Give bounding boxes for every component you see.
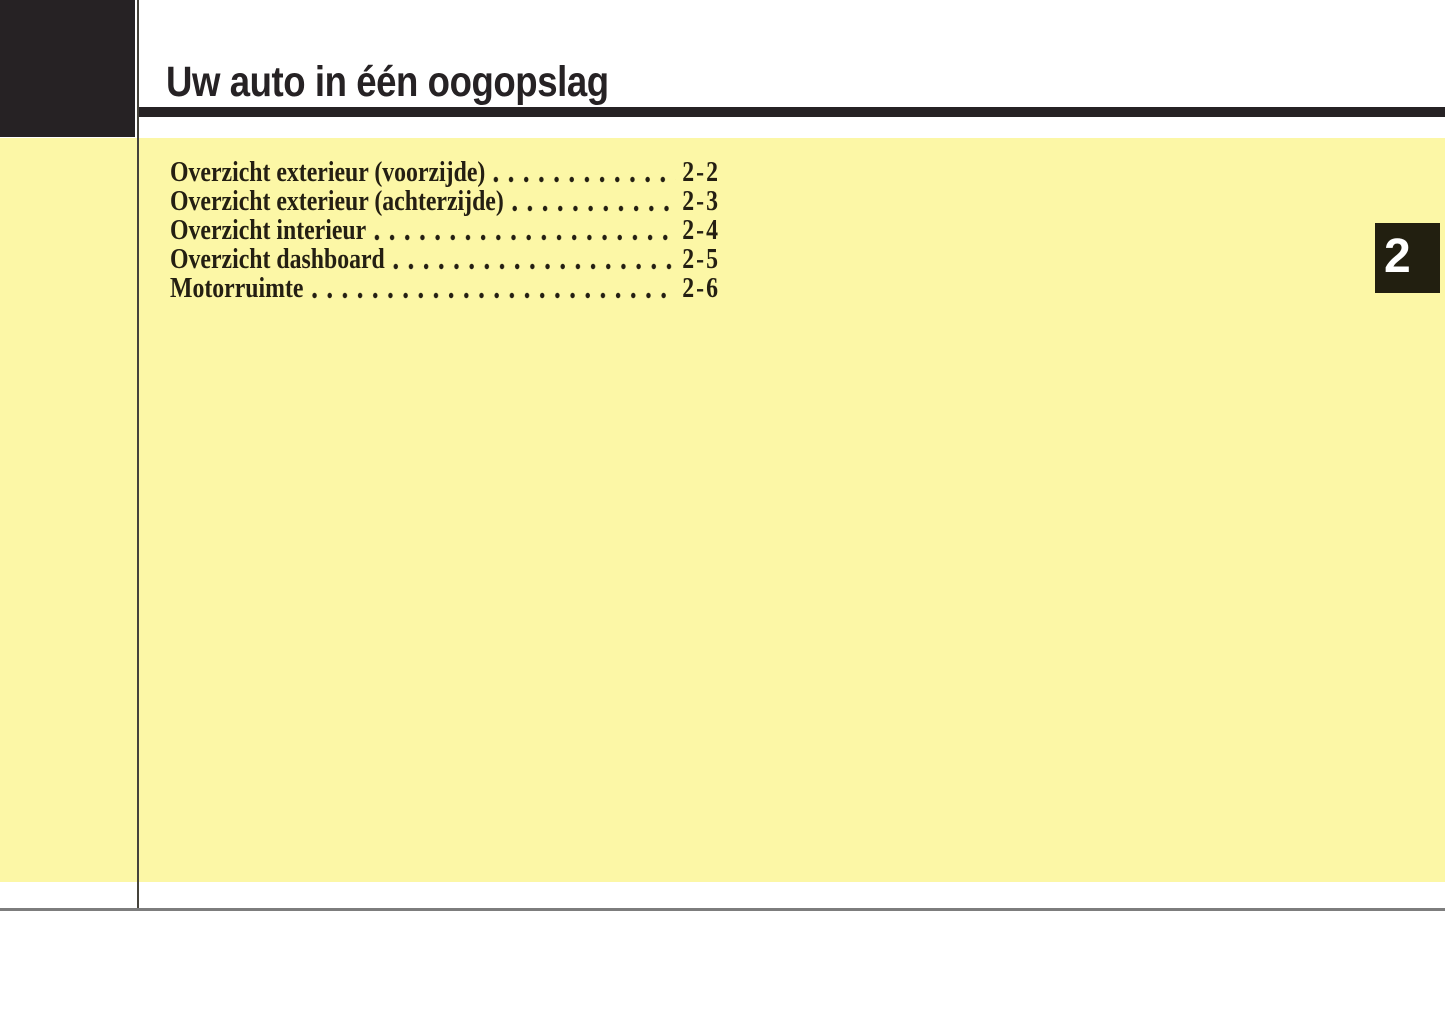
- vertical-divider: [137, 0, 139, 910]
- toc-dot-leader: [312, 292, 676, 299]
- table-of-contents: [170, 156, 721, 304]
- toc-entry[interactable]: [170, 272, 721, 304]
- toc-entry[interactable]: [170, 243, 721, 275]
- chapter-tab: [1375, 223, 1440, 293]
- toc-entry-label: Overzicht exterieur (voorzijde): [170, 156, 486, 188]
- page-title: Uw auto in één oogopslag: [166, 58, 609, 106]
- bottom-rule: [0, 908, 1445, 911]
- toc-dot-leader: [393, 263, 676, 270]
- toc-entry-page: 2-2: [682, 156, 721, 188]
- toc-entry-label: Overzicht interieur: [170, 214, 367, 246]
- toc-dot-leader: [374, 234, 675, 241]
- toc-list: [170, 156, 721, 304]
- toc-entry-label: Overzicht exterieur (achterzijde): [170, 185, 504, 217]
- toc-entry-label: Motorruimte: [170, 272, 304, 304]
- toc-entry-page: 2-4: [682, 214, 721, 246]
- title-rule: [137, 107, 1445, 117]
- toc-entry[interactable]: [170, 185, 721, 217]
- chapter-tab-number: 2: [1384, 230, 1411, 283]
- corner-block: [0, 0, 135, 137]
- toc-dot-leader: [494, 176, 676, 183]
- toc-entry-page: 2-5: [682, 243, 721, 275]
- toc-entry[interactable]: [170, 156, 721, 188]
- toc-dot-leader: [512, 205, 676, 212]
- toc-entry-page: 2-3: [682, 185, 721, 217]
- toc-entry-page: 2-6: [682, 272, 721, 304]
- toc-entry[interactable]: [170, 214, 721, 246]
- toc-entry-label: Overzicht dashboard: [170, 243, 385, 275]
